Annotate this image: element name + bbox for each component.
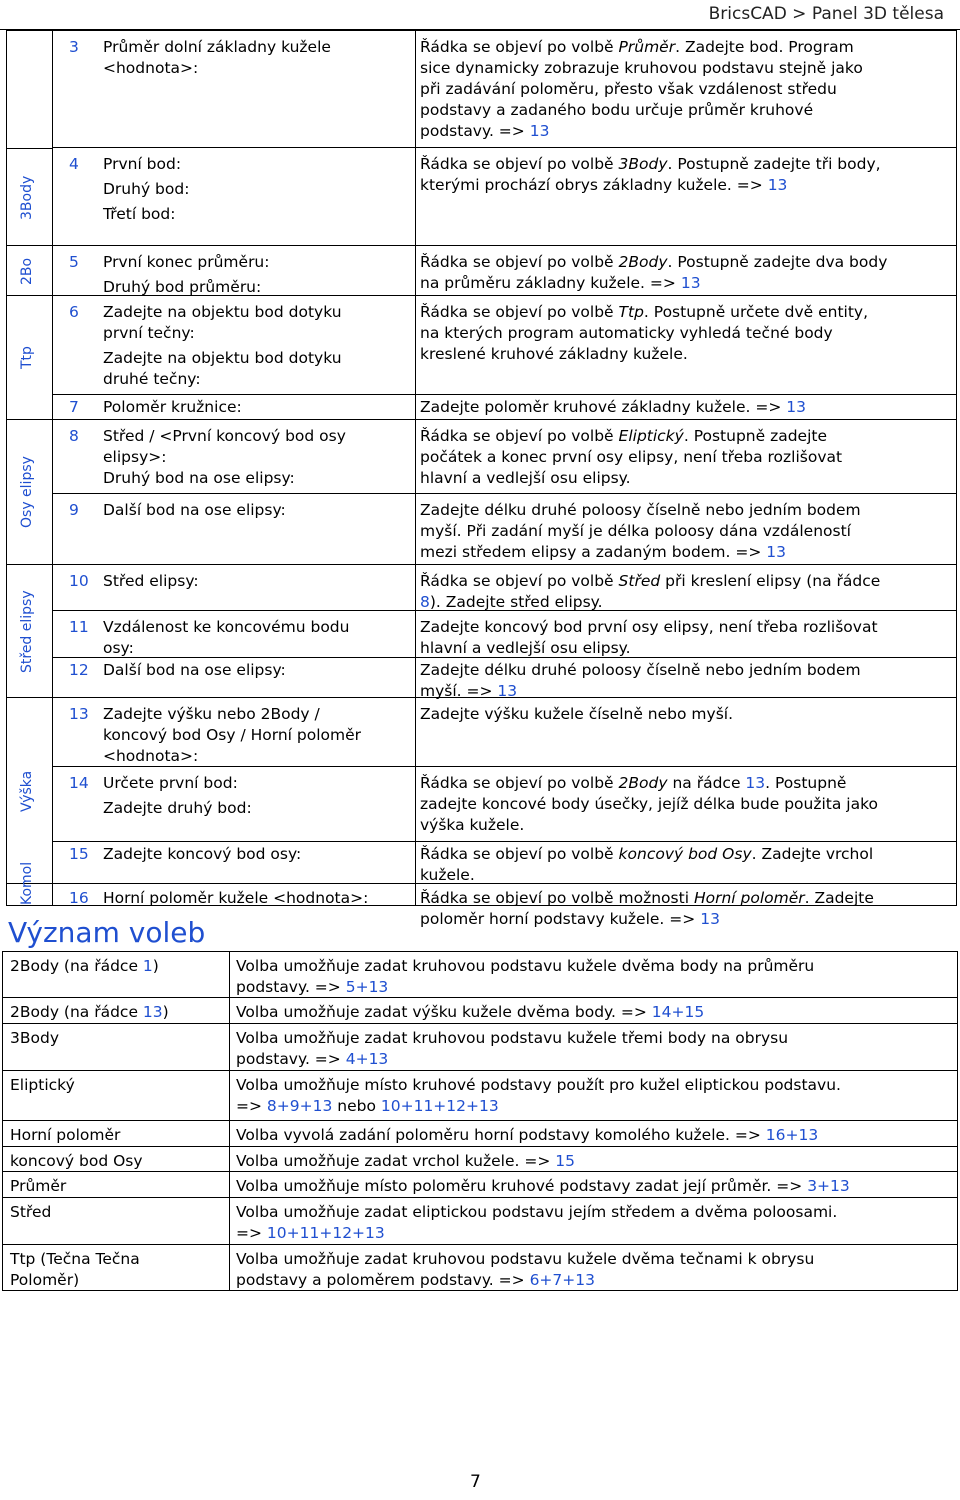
description-text: Řádka se objeví po volbě možnosti Horní poloměr. Zadejte poloměr horní podstavy kužele. => 13 xyxy=(420,889,874,928)
description-text: Řádka se objeví po volbě Ttp. Postupně určete dvě entity, na kterých program automaticky vyhledá tečné body kreslené kruhové základny kužele. xyxy=(420,303,869,363)
prompt-text: Vzdálenost ke koncovému bodu osy: xyxy=(103,618,350,657)
group-blank xyxy=(7,31,52,148)
row-number: 12 xyxy=(69,661,89,679)
prompt-text: Další bod na ose elipsy: xyxy=(103,501,286,519)
table-row xyxy=(52,420,956,494)
reference-link: 13 xyxy=(786,398,807,416)
group-stred-elipsy xyxy=(7,565,52,698)
prompt-table xyxy=(6,30,957,928)
option-description: Volba umožňuje zadat vrchol kužele. => 15 xyxy=(236,1152,575,1170)
description-text: Zadejte koncový bod první osy elipsy, není třeba rozlišovat hlavní a vedlejší osu elipsy. xyxy=(420,618,878,657)
reference-link: 14+15 xyxy=(651,1003,705,1021)
row-number: 3 xyxy=(69,38,79,56)
legend-row xyxy=(3,1172,957,1198)
table-row xyxy=(52,884,956,928)
description-text: Zadejte délku druhé poloosy číselně nebo jedním bodem myší. => 13 xyxy=(420,661,861,700)
prompt-text: Horní poloměr kužele <hodnota>: xyxy=(103,889,369,907)
group-3body xyxy=(7,148,52,246)
description-text: Řádka se objeví po volbě 3Body. Postupně zadejte tři body, kterými prochází obrys základny kužele. => 13 xyxy=(420,155,881,194)
description-text: Řádka se objeví po volbě Eliptický. Postupně zadejte počátek a konec první osy elipsy, není třeba rozlišovat hlavní a vedlejší osu elipsy. xyxy=(420,427,843,487)
table-row xyxy=(52,565,956,611)
table-row xyxy=(52,658,956,698)
option-name: koncový bod Osy xyxy=(10,1152,143,1170)
option-description: Volba umožňuje zadat eliptickou podstavu jejím středem a dvěma poloosami. => 10+11+12+13 xyxy=(236,1203,838,1242)
table-row xyxy=(52,611,956,658)
legend-row xyxy=(3,1245,957,1292)
table-row xyxy=(52,395,956,420)
group-2body xyxy=(7,246,52,296)
table-row xyxy=(52,148,956,246)
legend-row xyxy=(3,1024,957,1071)
legend-row xyxy=(3,952,957,998)
legend-table xyxy=(2,951,958,1291)
page-number: 7 xyxy=(470,1472,481,1492)
group-osy-label: Osy elipsy xyxy=(19,456,35,529)
table-row xyxy=(52,842,956,884)
table-row xyxy=(52,494,956,565)
reference-link: 13 xyxy=(767,176,788,194)
group-3body-label: 3Body xyxy=(19,175,35,221)
table-row xyxy=(52,31,956,148)
legend-row xyxy=(3,998,957,1024)
reference-link: 13 xyxy=(766,543,786,561)
reference-link: 8 xyxy=(420,593,430,611)
legend-row xyxy=(3,1198,957,1245)
row-number: 9 xyxy=(69,501,79,519)
table-row xyxy=(52,698,956,767)
legend-row xyxy=(3,1147,957,1172)
option-name: 2Body (na řádce 1) xyxy=(10,957,159,975)
group-ttp xyxy=(7,296,52,420)
reference-link: 10+11+12+13 xyxy=(266,1224,385,1242)
row-number: 13 xyxy=(69,705,89,723)
option-name: Střed xyxy=(10,1203,52,1221)
reference-link: 6+7+13 xyxy=(529,1271,595,1289)
prompt-text: Určete první bod: Zadejte druhý bod: xyxy=(103,774,252,817)
prompt-text: Střed / <První koncový bod osy elipsy>: Druhý bod na ose elipsy: xyxy=(103,427,346,487)
option-description: Volba umožňuje zadat kruhovou podstavu kužele dvěma body na průměru podstavy. => 5+13 xyxy=(236,957,815,996)
description-text: Řádka se objeví po volbě 2Body na řádce 13. Postupně zadejte koncové body úsečky, jejíž délka bude použita jako výška kužele. xyxy=(420,774,878,834)
reference-link: 13 xyxy=(529,122,550,140)
reference-link: 16+13 xyxy=(765,1126,819,1144)
option-name: Eliptický xyxy=(10,1076,75,1094)
option-description: Volba vyvolá zadání poloměru horní podstavy komolého kužele. => 16+13 xyxy=(236,1126,819,1144)
reference-link: 5+13 xyxy=(345,978,389,996)
option-name: Průměr xyxy=(10,1177,67,1195)
reference-link: 8+9+13 xyxy=(266,1097,333,1115)
row-number: 4 xyxy=(69,155,79,173)
table-row xyxy=(52,296,956,395)
row-number: 16 xyxy=(69,889,89,907)
option-description: Volba umožňuje místo poloměru kruhové podstavy zadat její průměr. => 3+13 xyxy=(236,1177,850,1195)
prompt-text: Další bod na ose elipsy: xyxy=(103,661,286,679)
prompt-text: Zadejte výšku nebo 2Body / koncový bod Osy / Horní poloměr <hodnota>: xyxy=(103,705,362,765)
legend-row xyxy=(3,1121,957,1147)
table-row xyxy=(52,246,956,296)
option-name: Ttp (Tečna Tečna Poloměr) xyxy=(10,1250,140,1289)
row-number: 15 xyxy=(69,845,89,863)
legend-heading: Význam voleb xyxy=(8,916,206,949)
group-komol xyxy=(7,861,52,907)
description-text: Řádka se objeví po volbě 2Body. Postupně zadejte dva body na průměru základny kužele. => 13 xyxy=(420,253,888,292)
group-2body-label: 2Bo xyxy=(19,257,35,285)
description-text: Řádka se objeví po volbě Průměr. Zadejte bod. Program sice dynamicky zobrazuje kruhovou podstavu stejně jako při zadávání poloměru, přesto však vzdálenost středu podstavy a zadaného bodu určuje průměr kruhové podstavy. => 13 xyxy=(420,38,863,140)
description-text: Řádka se objeví po volbě koncový bod Osy. Zadejte vrchol kužele. xyxy=(420,845,874,884)
row-number: 6 xyxy=(69,303,79,321)
reference-link: 13 xyxy=(700,910,720,928)
prompt-text: Zadejte na objektu bod dotyku první tečny: Zadejte na objektu bod dotyku druhé tečny: xyxy=(103,303,342,388)
option-description: Volba umožňuje místo kruhové podstavy použít pro kužel eliptickou podstavu. => 8+9+13 nebo 10+11+12+13 xyxy=(236,1076,841,1115)
reference-link: 13 xyxy=(497,682,518,700)
description-text: Řádka se objeví po volbě Střed při kreslení elipsy (na řádce 8). Zadejte střed elipsy. xyxy=(420,572,881,611)
prompt-text: První bod: Druhý bod: Třetí bod: xyxy=(103,155,190,223)
group-vyska-label: Výška xyxy=(19,770,35,812)
prompt-text: Střed elipsy: xyxy=(103,572,199,590)
row-number: 5 xyxy=(69,253,79,271)
reference-link: 4+13 xyxy=(345,1050,389,1068)
option-description: Volba umožňuje zadat výšku kužele dvěma body. => 14+15 xyxy=(236,1003,705,1021)
prompt-text: Průměr dolní základny kužele <hodnota>: xyxy=(103,38,331,77)
row-number: 11 xyxy=(69,618,89,636)
description-text: Zadejte délku druhé poloosy číselně nebo jedním bodem myší. Při zadání myší je délka poloosy dána vzdáleností mezi středem elipsy a zadaným bodem. => 13 xyxy=(420,501,861,561)
page-header: BricsCAD > Panel 3D tělesa xyxy=(708,4,944,24)
option-name: 2Body (na řádce 13) xyxy=(10,1003,169,1021)
row-number: 14 xyxy=(69,774,89,792)
group-vyska xyxy=(7,698,52,884)
option-name: Horní poloměr xyxy=(10,1126,121,1144)
group-stred-label: Střed elipsy xyxy=(19,590,35,673)
row-number: 8 xyxy=(69,427,79,445)
group-komol-label: Komol xyxy=(19,861,35,905)
option-description: Volba umožňuje zadat kruhovou podstavu kužele třemi body na obrysu podstavy. => 4+13 xyxy=(236,1029,789,1068)
group-ttp-label: Ttp xyxy=(19,346,35,370)
description-text: Zadejte výšku kužele číselně nebo myší. xyxy=(420,705,733,723)
row-number: 7 xyxy=(69,398,79,416)
option-description: Volba umožňuje zadat kruhovou podstavu kužele dvěma tečnami k obrysu podstavy a poloměrem podstavy. => 6+7+13 xyxy=(236,1250,815,1289)
reference-link: 13 xyxy=(680,274,701,292)
group-osy-elipsy xyxy=(7,420,52,565)
prompt-text: První konec průměru: Druhý bod průměru: xyxy=(103,253,270,296)
prompt-text: Poloměr kružnice: xyxy=(103,398,242,416)
reference-link: 15 xyxy=(555,1152,575,1170)
reference-link: 3+13 xyxy=(807,1177,850,1195)
description-text: Zadejte poloměr kruhové základny kužele. => 13 xyxy=(420,398,807,416)
option-name: 3Body xyxy=(10,1029,59,1047)
legend-row xyxy=(3,1071,957,1121)
reference-link: 10+11+12+13 xyxy=(380,1097,499,1115)
row-number: 10 xyxy=(69,572,89,590)
prompt-text: Zadejte koncový bod osy: xyxy=(103,845,302,863)
reference-link: 13 xyxy=(745,774,766,792)
table-row xyxy=(52,767,956,842)
